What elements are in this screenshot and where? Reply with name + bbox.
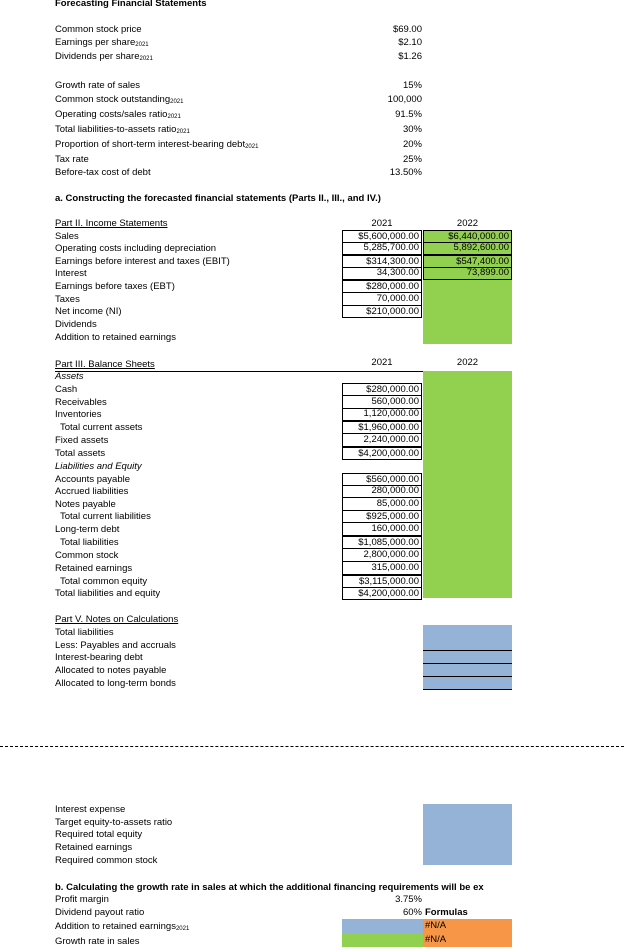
part-b-label: Growth rate in sales <box>55 936 140 947</box>
input-value: 13.50% <box>389 167 422 178</box>
balance-label: Total current assets <box>60 422 143 433</box>
balance-value-2021[interactable]: $1,960,000.00 <box>342 421 422 434</box>
input-value: 100,000 <box>387 94 422 105</box>
income-value-2022[interactable]: 5,892,600.00 <box>423 242 512 255</box>
income-header: Part II. Income Statements <box>55 218 168 229</box>
balance-label: Long-term debt <box>55 524 120 535</box>
notes-rule <box>423 676 512 677</box>
notes-label: Allocated to notes payable <box>55 665 167 676</box>
interest-label: Interest expense <box>55 804 126 815</box>
input-value: 91.5% <box>395 109 422 120</box>
input-label: Total liabilities-to-assets ratio$_{2021}$ <box>55 124 190 135</box>
notes-label: Less: Payables and accruals <box>55 640 176 651</box>
col-2021: 2021 <box>371 357 393 368</box>
notes-rule <box>423 663 512 664</box>
na-value: #N/A <box>425 934 447 945</box>
income-value-2021[interactable]: 70,000.00 <box>342 293 422 306</box>
balance-value-2021[interactable]: 85,000.00 <box>342 498 422 511</box>
interest-label: Target equity-to-assets ratio <box>55 817 173 828</box>
interest-label: Retained earnings <box>55 842 133 853</box>
part-b-input-addition[interactable] <box>342 919 423 933</box>
notes-rule <box>423 650 512 651</box>
balance-label: Total liabilities <box>60 537 119 548</box>
income-value-2022[interactable]: $547,400.00 <box>423 255 512 268</box>
input-value: 30% <box>402 124 422 135</box>
input-label: Common stock outstanding$_{2021}$ <box>55 94 184 105</box>
notes-header: Part V. Notes on Calculations <box>55 614 179 625</box>
interest-input-block[interactable] <box>423 804 512 865</box>
balance-2022-fill <box>423 371 512 598</box>
balance-value-2021[interactable]: 315,000.00 <box>342 562 422 575</box>
balance-label: Inventories <box>55 409 102 420</box>
balance-label: Total assets <box>55 448 106 459</box>
income-label: Operating costs including depreciation <box>55 243 217 254</box>
part-b-value: 3.75% <box>395 894 422 905</box>
balance-value-2021[interactable]: 1,120,000.00 <box>342 408 422 421</box>
na-value: #N/A <box>425 920 447 931</box>
balance-value-2021[interactable]: $280,000.00 <box>342 383 422 396</box>
interest-label: Required total equity <box>55 829 143 840</box>
balance-value-2021[interactable]: $925,000.00 <box>342 510 422 523</box>
input-value: 25% <box>402 154 422 165</box>
input-label: Operating costs/sales ratio$_{2021}$ <box>55 109 181 120</box>
notes-label: Interest-bearing debt <box>55 652 143 663</box>
input-value: 20% <box>402 139 422 150</box>
income-label: Interest <box>55 268 87 279</box>
balance-label: Total current liabilities <box>60 511 151 522</box>
income-label: Sales <box>55 231 79 242</box>
input-label: Growth rate of sales <box>55 80 141 91</box>
balance-label: Accounts payable <box>55 474 130 485</box>
balance-value-2021[interactable]: $1,085,000.00 <box>342 536 422 549</box>
income-value-2021[interactable]: $314,300.00 <box>342 255 422 268</box>
income-label: Dividends <box>55 319 97 330</box>
income-value-2022[interactable]: 73,899.00 <box>423 267 512 280</box>
balance-value-2021[interactable]: $560,000.00 <box>342 473 422 486</box>
part-b-label: Dividend payout ratio <box>55 907 145 918</box>
input-label: Tax rate <box>55 154 89 165</box>
interest-label: Required common stock <box>55 855 158 866</box>
section-a-heading: a. Constructing the forecasted financial statements (Parts II., III., and IV.) <box>55 193 381 204</box>
income-value-2021[interactable]: $280,000.00 <box>342 280 422 293</box>
input-label: Dividends per share$_{2021}$ <box>55 51 153 62</box>
input-label: Common stock price <box>55 24 142 35</box>
balance-value-2021[interactable]: 280,000.00 <box>342 485 422 498</box>
input-value: $1.26 <box>398 51 422 62</box>
balance-value-2021[interactable]: 2,240,000.00 <box>342 434 422 447</box>
income-value-2021[interactable]: $5,600,000.00 <box>342 230 422 243</box>
balance-label: Receivables <box>55 397 107 408</box>
input-value: 15% <box>402 80 422 91</box>
balance-label: Total common equity <box>60 576 148 587</box>
part-b-label: Addition to retained earnings$_{2021}$ <box>55 921 190 932</box>
balance-label: Fixed assets <box>55 435 109 446</box>
page-break <box>0 746 624 747</box>
income-label: Addition to retained earnings <box>55 332 176 343</box>
balance-value-2021[interactable]: $3,115,000.00 <box>342 575 422 588</box>
income-value-2021[interactable]: 34,300.00 <box>342 267 422 280</box>
part-b-value: 60% <box>402 907 422 918</box>
income-label: Taxes <box>55 294 80 305</box>
input-label: Before-tax cost of debt <box>55 167 151 178</box>
col-2022: 2022 <box>456 357 479 368</box>
income-label: Earnings before interest and taxes (EBIT) <box>55 256 230 267</box>
balance-label: Liabilities and Equity <box>55 461 142 472</box>
balance-value-2021[interactable]: $4,200,000.00 <box>342 587 422 600</box>
input-value: $2.10 <box>398 37 422 48</box>
col-2021: 2021 <box>371 218 393 229</box>
input-value: $69.00 <box>392 24 422 35</box>
formulas-label: Formulas <box>425 907 468 918</box>
notes-label: Total liabilities <box>55 627 114 638</box>
balance-label: Accrued liabilities <box>55 486 129 497</box>
income-label: Earnings before taxes (EBT) <box>55 281 175 292</box>
part-b-label: Profit margin <box>55 894 109 905</box>
section-b-heading: b. Calculating the growth rate in sales at which the additional financing requirements will be ex <box>55 882 484 893</box>
balance-value-2021[interactable]: 560,000.00 <box>342 396 422 409</box>
balance-label: Cash <box>55 384 78 395</box>
input-label: Proportion of short-term interest-bearing debt$_{2021}$ <box>55 139 259 150</box>
input-label: Earnings per share$_{2021}$ <box>55 37 149 48</box>
balance-label: Assets <box>55 371 84 382</box>
page-title: Forecasting Financial Statements <box>55 0 207 9</box>
notes-label: Allocated to long-term bonds <box>55 678 176 689</box>
balance-label: Notes payable <box>55 499 116 510</box>
notes-rule <box>423 689 512 690</box>
income-value-2021[interactable]: $210,000.00 <box>342 305 422 318</box>
part-b-input-growth[interactable] <box>342 933 423 947</box>
balance-value-2021[interactable]: 160,000.00 <box>342 523 422 536</box>
income-value-2022[interactable]: $6,440,000.00 <box>423 230 512 243</box>
balance-label: Common stock <box>55 550 119 561</box>
notes-input-block[interactable] <box>423 625 512 690</box>
balance-label: Total liabilities and equity <box>55 588 161 599</box>
balance-value-2021[interactable]: $4,200,000.00 <box>342 447 422 460</box>
col-2022: 2022 <box>456 218 479 229</box>
income-label: Net income (NI) <box>55 306 122 317</box>
balance-label: Retained earnings <box>55 563 133 574</box>
balance-header: Part III. Balance Sheets <box>55 359 155 370</box>
income-value-2021[interactable]: 5,285,700.00 <box>342 242 422 255</box>
balance-value-2021[interactable]: 2,800,000.00 <box>342 549 422 562</box>
